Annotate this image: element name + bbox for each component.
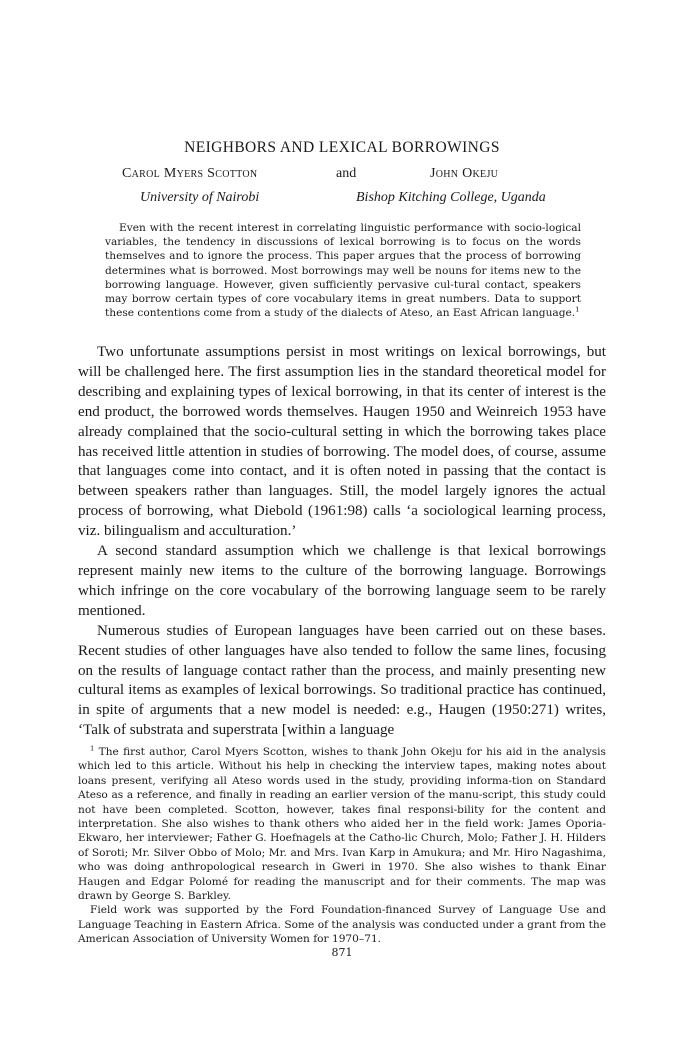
author-conjunction: and <box>336 166 357 181</box>
abstract-text: Even with the recent interest in correlating linguistic performance with socio-logical variables, the tendency in discussions of lexical borrowing is to focus on the words themselves and to ignore the process. This paper argues that the process of borrowing determines what is borrowed. Most borrowings may well be nouns for items new to the borrowing language. However, given sufficiently pervasive cul-tural contact, speakers may borrow certain types of core vocabulary items in great numbers. Data to support these contentions come from a study of the dialects of Ateso, an East African language. <box>105 222 581 320</box>
article-body <box>78 343 606 741</box>
footnote-2: Field work was supported by the Ford Foundation-financed Survey of Language Use and Language Teaching in Eastern Africa. Some of the analysis was conducted under a grant from the American Association of University Women for 1970–71. <box>78 904 606 946</box>
footnote-1-text: The first author, Carol Myers Scotton, wishes to thank John Okeju for his aid in the analysis which led to this article. Without his help in checking the interview tapes, making notes about loans present, verifying all Ateso words used in the study, providing informa-tion on Standard Ateso as a reference, and finally in reading an earlier version of the manu-script, this study could not have been completed. Scotton, however, takes final responsi-bility for the content and interpretation. She also wishes to thank others who aided her in the field work: James Oporia-Ekwaro, her interviewer; Father G. Hoefnagels at the Catho-lic Church, Molo; Father J. H. Hilders of Soroti; Mr. Silver Obbo of Molo; Mr. and Mrs. Ivan Karp in Amukura; and Mr. Hiro Nagashima, who was doing anthropological research in Gweri in 1970. She also wishes to thank Einar Haugen and Edgar Polomé for reading the manuscript and for their comments. The map was drawn by George S. Barkley. <box>78 746 606 903</box>
second-author-affiliation: Bishop Kitching College, Uganda <box>356 190 546 205</box>
second-author-name: John Okeju <box>430 166 499 181</box>
footnote-1 <box>78 745 606 903</box>
body-paragraph-3: Numerous studies of European languages have been carried out on these bases. Recent studies of other languages have also tended to follow the same lines, focusing on the results of language contact rather than the process, and mainly presenting new cultural items as examples of lexical borrowings. So traditional practice has continued, in spite of arguments that a new model is needed: e.g., Haugen (1950:271) writes, ‘Talk of substrata and superstrata [within a language <box>78 622 606 739</box>
article-title: NEIGHBORS AND LEXICAL BORROWINGS <box>184 139 500 156</box>
abstract <box>105 221 581 320</box>
footnote-1-marker: 1 <box>90 744 95 753</box>
first-author-affiliation: University of Nairobi <box>140 190 260 205</box>
author-block <box>78 166 606 210</box>
footnotes <box>78 745 606 947</box>
first-author-name: Carol Myers Scotton <box>122 166 258 181</box>
body-paragraph-1: Two unfortunate assumptions persist in most writings on lexical borrowings, but will be challenged here. The first assumption lies in the standard theoretical model for describing and explaining types of lexical borrowing, in that its center of interest is the end product, the borrowed words themselves. Haugen 1950 and Weinreich 1953 have already complained that the socio-cultural setting in which the borrowing takes place has received little attention in studies of borrowing. The model does, of course, assume that languages come into contact, and it is often noted in passing that the contact is between speakers rather than languages. Still, the model largely ignores the actual process of borrowing, what Diebold (1961:98) calls ‘a sociological learning process, viz. bilingualism and acculturation.’ <box>78 344 606 540</box>
abstract-footnote-ref: 1 <box>575 305 580 314</box>
body-paragraph-2: A second standard assumption which we challenge is that lexical borrowings represent mainly new items to the culture of the borrowing language. Borrowings which infringe on the core vocabulary of the borrowing language seem to be rarely mentioned. <box>78 543 606 619</box>
page-number: 871 <box>331 946 353 959</box>
